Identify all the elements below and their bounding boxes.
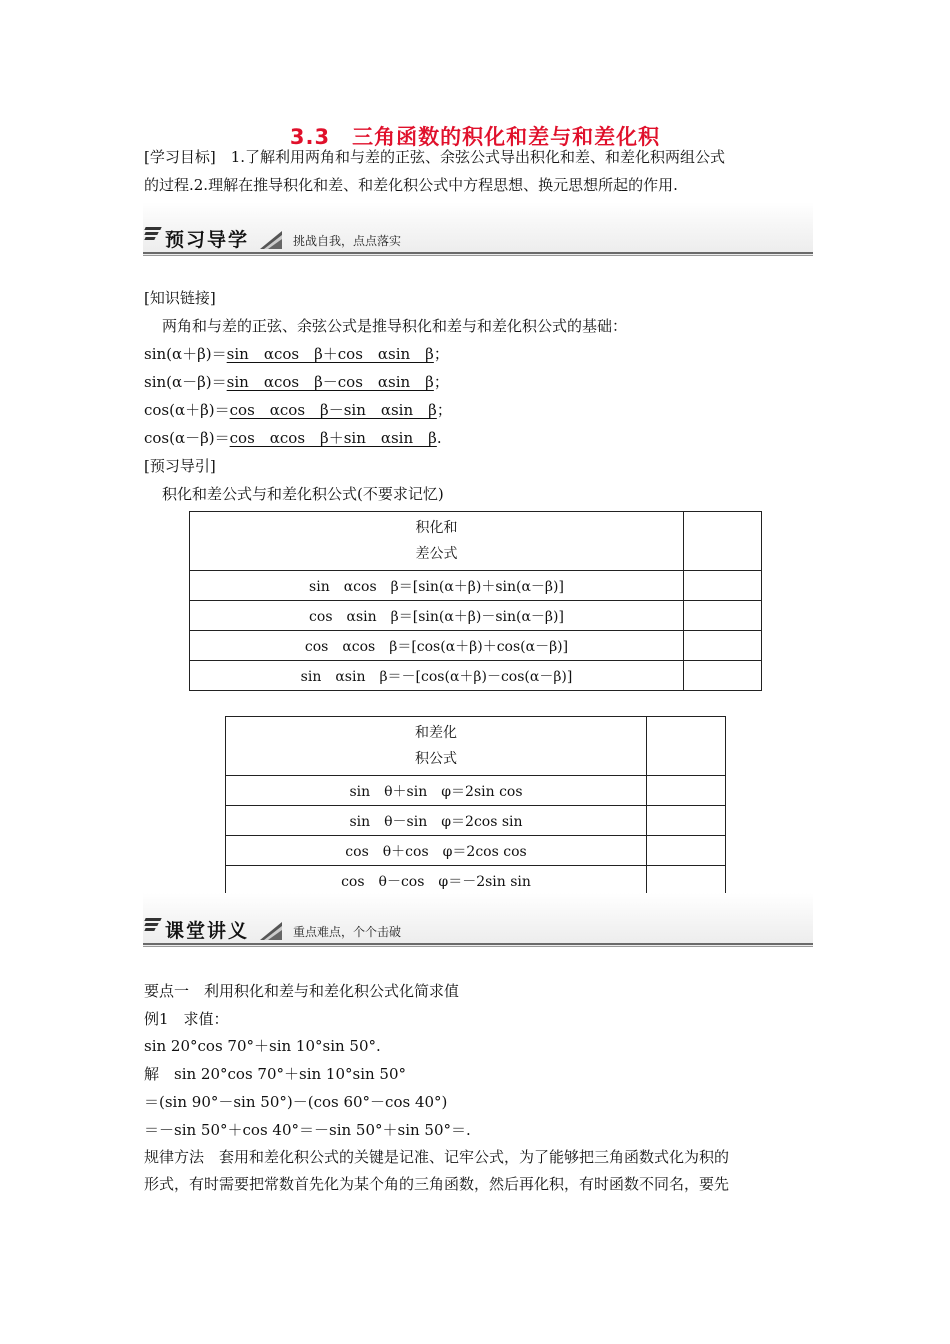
table-empty-cell [647,776,726,806]
preview-intro: 积化和差公式与和差化积公式(不要求记忆) [162,485,444,503]
table-header-cell [226,717,647,776]
table-row [226,836,726,866]
sum-to-product-table [225,716,726,896]
formula-end: . [436,429,442,447]
table-header-line: 差公式 [415,546,458,562]
page-title: 3.3 三角函数的积化和差与和差化积 [289,125,661,149]
table-empty-cell [647,836,726,866]
table-cell: sin θ－sin φ＝2cos sin [226,806,647,836]
section-rule-thin [143,255,813,256]
table-header-row [226,717,726,776]
table-empty-cell [647,866,726,896]
learning-goals-line-1: [学习目标] 1.了解利用两角和与差的正弦、余弦公式导出积化和差、和差化积两组公式 [144,148,726,166]
solution-line: 解 sin 20°cos 70°＋sin 10°sin 50° [144,1065,407,1083]
section-subtitle: 挑战自我，点点落实 [293,234,402,248]
example-label: 例1 求值： [144,1010,229,1028]
section-bar-preview [143,202,813,256]
section-subtitle: 重点难点，个个击破 [293,925,402,939]
table-empty-cell [684,512,762,571]
section-heading: 预习导学 [165,229,250,251]
section-triangle-icon [260,229,282,249]
knowledge-label: [知识链接] [144,289,216,307]
table-cell: sin αsin β＝－[cos(α＋β)－cos(α－β)] [190,661,684,691]
table-empty-cell [684,601,762,631]
formula-answer: sin αcos β－cos αsin β [226,373,434,391]
table-cell: cos αsin β＝[sin(α＋β)－sin(α－β)] [190,601,684,631]
product-to-sum-table [189,511,762,691]
table-row [190,601,762,631]
table-cell: cos αcos β＝[cos(α＋β)＋cos(α－β)] [190,631,684,661]
formula-line [144,372,449,392]
key-point-heading: 要点一 利用积化和差与和差化积公式化简求值 [144,982,460,1000]
table-header-row [190,512,762,571]
method-line-2: 形式，有时需要把常数首先化为某个角的三角函数，然后再化积，有时函数不同名，要先 [144,1175,730,1193]
table-header-line: 积化和 [415,520,458,536]
knowledge-intro: 两角和与差的正弦、余弦公式是推导积化和差与和差化积公式的基础： [162,317,628,335]
table-header-cell [190,512,684,571]
table-empty-cell [684,661,762,691]
example-problem: sin 20°cos 70°＋sin 10°sin 50°. [144,1037,381,1055]
section-stripes-icon [145,918,162,935]
table-row [226,776,726,806]
table-header-line: 积公式 [415,751,457,767]
table-cell: sin αcos β＝[sin(α＋β)＋sin(α－β)] [190,571,684,601]
table-row [226,866,726,896]
formula-end: ； [433,373,449,391]
formula-answer: sin αcos β＋cos αsin β [226,345,434,363]
table-cell: sin θ＋sin φ＝2sin cos [226,776,647,806]
formula-answer: cos αcos β－sin αsin β [229,401,437,419]
section-stripes-icon [145,227,162,244]
table-empty-cell [647,717,726,776]
table-row [226,806,726,836]
table-row [190,631,762,661]
table-empty-cell [684,631,762,661]
section-rule-thin [143,946,813,947]
formula-line [144,344,449,364]
formula-lhs: cos(α＋β)＝ [144,401,230,419]
table-row [190,661,762,691]
formula-line [144,428,442,448]
solution-line: ＝(sin 90°－sin 50°)－(cos 60°－cos 40°) [144,1093,448,1111]
formula-lhs: cos(α－β)＝ [144,429,230,447]
table-row [190,571,762,601]
table-empty-cell [684,571,762,601]
formula-answer: cos αcos β＋sin αsin β [229,429,437,447]
section-rule [143,252,813,254]
formula-end: ； [433,345,449,363]
section-bar-lecture [143,893,813,947]
section-heading: 课堂讲义 [165,920,250,942]
formula-end: ； [436,401,452,419]
learning-goals-line-2: 的过程.2.理解在推导积化和差、和差化积公式中方程思想、换元思想所起的作用. [144,176,678,194]
formula-line [144,400,452,420]
table-empty-cell [647,806,726,836]
formula-lhs: sin(α－β)＝ [144,373,227,391]
section-rule [143,943,813,945]
table-cell: cos θ－cos φ＝－2sin sin [226,866,647,896]
method-line-1: 规律方法 套用和差化积公式的关键是记准、记牢公式，为了能够把三角函数式化为积的 [144,1148,730,1166]
formula-lhs: sin(α＋β)＝ [144,345,227,363]
section-triangle-icon [260,920,282,940]
preview-label: [预习导引] [144,457,216,475]
table-header-line: 和差化 [415,725,457,741]
solution-line: ＝－sin 50°＋cos 40°＝－sin 50°＋sin 50°＝. [144,1121,471,1139]
table-cell: cos θ＋cos φ＝2cos cos [226,836,647,866]
